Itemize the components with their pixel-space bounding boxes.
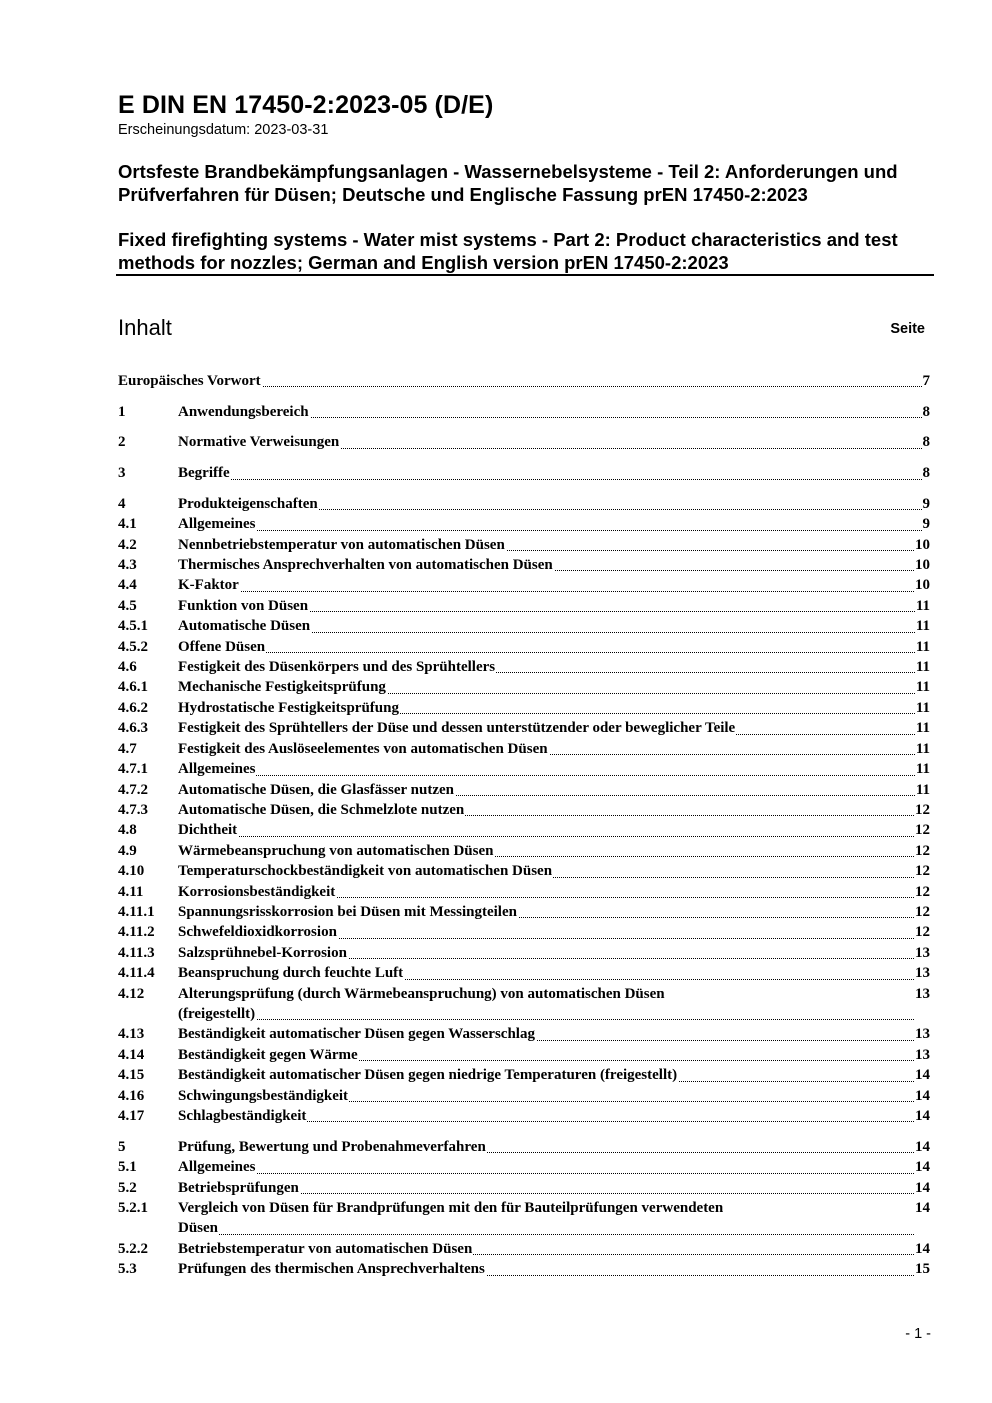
toc-entry-number: 4.8 (118, 822, 137, 839)
toc-entry-page: 12 (914, 820, 930, 840)
toc-entry-text (178, 1157, 914, 1177)
toc-entry-page: 13 (914, 963, 930, 983)
toc-entry-page: 11 (915, 698, 930, 718)
toc-entry-number: 4.6.3 (118, 720, 148, 737)
toc-entry-page: 11 (915, 637, 930, 657)
toc-entry-label-line1: Vergleich von Düsen für Brandprüfungen mit den für Bauteilprüfungen verwendeten (178, 1199, 724, 1216)
toc-entry-text (178, 1106, 914, 1126)
toc-heading: Inhalt (118, 315, 172, 340)
toc-entry[interactable] (118, 371, 930, 391)
toc-entry-page: 11 (915, 780, 930, 800)
toc-entry-number: 4.11.4 (118, 965, 155, 982)
toc-entry-label: Prüfungen des thermischen Ansprechverhaltens (178, 1261, 485, 1278)
toc-entry-label: Beständigkeit automatischer Düsen gegen niedrige Temperaturen (freigestellt) (178, 1067, 678, 1084)
toc-entry-number: 4.2 (118, 536, 137, 553)
toc-entry-label: Korrosionsbeständigkeit (178, 883, 336, 900)
toc-entry-label: Schwingungsbeständigkeit (178, 1087, 349, 1104)
toc-entry-label: Salzsprühnebel-Korrosion (178, 944, 347, 961)
toc-entry-page: 9 (922, 494, 931, 514)
toc-entry-label: K-Faktor (178, 577, 239, 594)
toc-entry-label: Normative Verweisungen (178, 434, 340, 451)
toc-page-column-label: Seite (890, 321, 925, 337)
toc-entry-page: 13 (914, 1045, 930, 1065)
toc-entry-number: 4.10 (118, 863, 145, 880)
toc-entry-number: 5.1 (118, 1159, 137, 1176)
toc-entry-page: 14 (914, 1137, 930, 1157)
toc-entry-label: Allgemeines (178, 1159, 256, 1176)
toc-entry[interactable] (118, 841, 930, 861)
toc-entry-label: Automatische Düsen (178, 618, 311, 635)
toc-entry-page: 14 (914, 1239, 930, 1259)
toc-entry-text (178, 902, 914, 922)
toc-entry-number: 4.5.2 (118, 638, 148, 655)
toc-entry-text (178, 1065, 914, 1085)
toc-dot-leader (178, 775, 915, 776)
toc-entry[interactable] (118, 1259, 930, 1279)
toc-entry-number: 4.15 (118, 1067, 145, 1084)
toc-entry-label: Funktion von Düsen (178, 597, 309, 614)
toc-entry-number: 4.3 (118, 557, 137, 574)
toc-entry[interactable] (118, 882, 930, 902)
toc-entry-number: 4.17 (118, 1108, 145, 1124)
toc-entry-label: Thermisches Ansprechverhalten von automatischen Düsen (178, 557, 553, 574)
toc-entry-number: 4.6 (118, 659, 137, 676)
toc-entry-page: 10 (914, 535, 930, 555)
toc-entry[interactable] (118, 739, 930, 759)
toc-entry-label: Hydrostatische Festigkeitsprüfung (178, 699, 399, 716)
toc-entry-text (178, 1259, 914, 1279)
title-german: Ortsfeste Brandbekämpfungsanlagen - Wassernebelsysteme - Teil 2: Anforderungen und Prüfverfahren für Düsen; Deutsche und Englische Fassung prEN 17450-2:2023 (118, 161, 898, 205)
toc-entry-page: 12 (914, 902, 930, 922)
toc-entry-number: 4.6.2 (118, 699, 148, 716)
toc-entry-text (178, 820, 914, 840)
toc-entry[interactable] (118, 637, 930, 657)
toc-dot-leader (178, 591, 914, 592)
toc-entry-number: 4.14 (118, 1046, 145, 1063)
toc-entry-page: 11 (915, 759, 930, 779)
toc-entry-number: 4.6.1 (118, 679, 148, 696)
toc-entry[interactable] (118, 596, 930, 616)
toc-entry-number: 5.2.1 (118, 1199, 148, 1216)
toc-entry-label: Europäisches Vorwort (118, 373, 261, 389)
toc-entry-page: 13 (914, 1024, 930, 1044)
toc-entry[interactable] (118, 402, 930, 422)
toc-entry-number: 4.5 (118, 597, 137, 614)
toc-entry-page: 10 (914, 575, 930, 595)
toc-entry[interactable] (118, 861, 930, 881)
title-divider (116, 274, 934, 276)
toc-entry[interactable] (118, 820, 930, 840)
toc-entry-label: Festigkeit des Sprühtellers der Düse und dessen unterstützender oder beweglicher Teile (178, 720, 736, 737)
title-english: Fixed firefighting systems - Water mist systems - Part 2: Product characteristics and test methods for nozzles; German and English version prEN 17450-2:2023 (118, 229, 898, 273)
toc-entry-page: 8 (922, 402, 931, 422)
toc-entry-number: 5.2 (118, 1179, 137, 1196)
toc-entry-label: Betriebstemperatur von automatischen Düsen (178, 1240, 473, 1257)
toc-entry-number: 4.9 (118, 842, 137, 859)
toc-entry-label: Festigkeit des Auslöseelementes von automatischen Düsen (178, 740, 548, 757)
toc-entry[interactable] (118, 1045, 930, 1065)
toc-entry-text (178, 596, 915, 616)
toc-entry-label: Anwendungsbereich (178, 403, 309, 420)
toc-entry-page: 10 (914, 555, 930, 575)
toc-entry-number: 5 (118, 1138, 126, 1155)
page-number: - 1 - (905, 1326, 931, 1342)
toc-entry-text (178, 698, 915, 718)
toc-entry-text (178, 494, 922, 514)
toc-entry-number: 2 (118, 434, 126, 451)
toc-entry-number: 4.11.2 (118, 924, 155, 941)
toc-entry-label: Begriffe (178, 465, 230, 482)
toc-entry-number: 4.5.1 (118, 618, 148, 635)
toc-entry-page: 14 (914, 1086, 930, 1106)
toc-entry-page: 11 (915, 677, 930, 697)
toc-dot-leader (178, 479, 922, 480)
toc-entry-text (178, 780, 915, 800)
toc-entry-number: 4.11 (118, 883, 144, 900)
toc-entry-text (178, 637, 915, 657)
toc-entry-page: 8 (922, 463, 931, 483)
toc-entry-page: 11 (915, 718, 930, 738)
toc-entry-text (178, 943, 914, 963)
toc-entry[interactable] (118, 963, 930, 983)
toc-entry-number: 4.7.2 (118, 781, 148, 798)
toc-entry-label: Nennbetriebstemperatur von automatischen Düsen (178, 536, 505, 553)
toc-entry[interactable] (118, 432, 930, 452)
toc-entry[interactable] (118, 575, 930, 595)
toc-entry[interactable] (118, 535, 930, 555)
toc-entry-label: Beanspruchung durch feuchte Luft (178, 965, 404, 982)
toc-entry-page: 13 (914, 984, 930, 1004)
toc-entry[interactable] (118, 1239, 930, 1259)
toc-entry-text (178, 575, 914, 595)
toc-entry-text (178, 1198, 914, 1239)
toc-entry[interactable] (118, 922, 930, 942)
toc-entry-page: 11 (915, 739, 930, 759)
toc-entry-text (178, 922, 914, 942)
toc-entry-page: 12 (914, 800, 930, 820)
toc-entry-label: Prüfung, Bewertung und Probenahmeverfahren (178, 1138, 486, 1155)
toc-entry-number: 4.11.3 (118, 944, 155, 961)
toc-dot-leader (178, 1234, 914, 1235)
toc-entry-page: 13 (914, 943, 930, 963)
toc-entry-label: Beständigkeit automatischer Düsen gegen Wasserschlag (178, 1026, 535, 1043)
toc-entry[interactable] (118, 780, 930, 800)
toc-entry-page: 11 (915, 596, 930, 616)
toc-entry-text (178, 718, 915, 738)
toc-entry-number: 1 (118, 403, 126, 420)
toc-entry-number: 4 (118, 495, 126, 512)
toc-entry-text (178, 1178, 914, 1198)
toc-entry-number: 4.12 (118, 985, 145, 1002)
toc-dot-leader (178, 530, 922, 531)
toc-entry-label: Wärmebeanspruchung von automatischen Düsen (178, 842, 494, 859)
toc-entry-number: 4.7.1 (118, 761, 148, 778)
toc-entry-text (178, 861, 914, 881)
toc-entry-text (178, 882, 914, 902)
toc-entry-number: 4.4 (118, 577, 137, 594)
toc-entry-page: 12 (914, 861, 930, 881)
toc-entry-page: 11 (915, 657, 930, 677)
toc-entry-text (178, 1137, 914, 1157)
toc-entry[interactable] (118, 902, 930, 922)
toc-entry[interactable] (118, 800, 930, 820)
toc-entry[interactable] (118, 1065, 930, 1085)
toc-entry-label: Düsen (178, 1220, 219, 1237)
toc-entry-text (178, 402, 922, 422)
toc-entry[interactable] (118, 1024, 930, 1044)
toc-entry-page: 14 (914, 1065, 930, 1085)
toc-entry-label: Produkteigenschaften (178, 495, 318, 512)
toc-entry[interactable] (118, 555, 930, 575)
toc-entry-text (178, 1024, 914, 1044)
toc-entry-number: 4.11.1 (118, 903, 155, 920)
toc-entry-page: 14 (914, 1157, 930, 1177)
toc-entry-text (178, 677, 915, 697)
toc-entry-text (178, 432, 922, 452)
toc-entry-label: Mechanische Festigkeitsprüfung (178, 679, 386, 696)
toc-entry-page: 14 (914, 1198, 930, 1218)
toc-entry-label: Automatische Düsen, die Schmelzlote nutzen (178, 801, 465, 818)
toc-entry-label: (freigestellt) (178, 1005, 256, 1022)
toc-entry-number: 5.2.2 (118, 1240, 148, 1257)
toc-entry-page: 12 (914, 841, 930, 861)
toc-entry-label: Schwefeldioxidkorrosion (178, 924, 337, 941)
toc-entry[interactable] (118, 1178, 930, 1198)
toc-entry-page: 12 (914, 922, 930, 942)
toc-entry-page: 9 (922, 514, 931, 534)
toc-entry[interactable] (118, 514, 930, 534)
toc-entry-label: Temperaturschockbeständigkeit von automatischen Düsen (178, 863, 553, 880)
toc-entry-text (178, 841, 914, 861)
toc-entry-page: 14 (914, 1178, 930, 1198)
toc-entry[interactable] (118, 494, 930, 514)
toc-dot-leader (178, 836, 914, 837)
toc-entry-page: 7 (922, 371, 931, 391)
toc-entry-label: Schlagbeständigkeit (178, 1108, 307, 1124)
toc-entry[interactable] (118, 984, 930, 1025)
toc-dot-leader (178, 1173, 914, 1174)
toc-entry[interactable] (118, 698, 930, 718)
toc-entry-page: 14 (914, 1106, 930, 1126)
toc-entry[interactable] (118, 1106, 930, 1126)
toc-entry-label-line1: Alterungsprüfung (durch Wärmebeanspruchung) von automatischen Düsen (178, 985, 665, 1002)
toc-entry-label: Festigkeit des Düsenkörpers und des Sprühtellers (178, 659, 496, 676)
toc-entry-number: 4.7 (118, 740, 137, 757)
toc-entry-text (178, 555, 914, 575)
toc-entry[interactable] (118, 1137, 930, 1157)
toc-entry-number: 4.16 (118, 1087, 145, 1104)
toc-entry[interactable] (118, 657, 930, 677)
toc-entry-text (178, 739, 915, 759)
toc-entry-text (178, 514, 922, 534)
toc-entry-label: Spannungsrisskorrosion bei Düsen mit Messingteilen (178, 903, 517, 920)
table-of-contents (118, 371, 930, 1280)
toc-entry-label: Dichtheit (178, 822, 238, 839)
toc-entry-label: Offene Düsen (178, 638, 266, 655)
toc-entry-label: Automatische Düsen, die Glasfässer nutzen (178, 781, 454, 798)
toc-entry-text (118, 371, 922, 391)
toc-entry-text (178, 1045, 914, 1065)
toc-entry-text (178, 759, 915, 779)
toc-entry-text (178, 800, 914, 820)
toc-entry-page: 15 (914, 1259, 930, 1279)
toc-entry-number: 4.1 (118, 516, 137, 533)
toc-entry-number: 3 (118, 465, 126, 482)
document-id: E DIN EN 17450-2:2023-05 (D/E) (118, 91, 494, 119)
toc-entry-label: Beständigkeit gegen Wärme (178, 1046, 358, 1063)
toc-entry-number: 4.13 (118, 1026, 145, 1043)
publication-date: Erscheinungsdatum: 2023-03-31 (118, 122, 329, 138)
toc-entry-label: Allgemeines (178, 516, 256, 533)
toc-entry-number: 4.7.3 (118, 801, 148, 818)
toc-entry-text (178, 616, 915, 636)
toc-entry-text (178, 963, 914, 983)
toc-entry[interactable] (118, 677, 930, 697)
toc-entry[interactable] (118, 759, 930, 779)
toc-entry[interactable] (118, 463, 930, 483)
toc-entry[interactable] (118, 718, 930, 738)
toc-entry[interactable] (118, 1086, 930, 1106)
toc-entry[interactable] (118, 1198, 930, 1239)
toc-entry-text (178, 657, 915, 677)
toc-entry-number: 5.3 (118, 1261, 137, 1278)
toc-entry-label: Allgemeines (178, 761, 256, 778)
toc-entry-label: Betriebsprüfungen (178, 1179, 299, 1196)
toc-entry-text (178, 463, 922, 483)
toc-dot-leader (178, 652, 915, 653)
toc-entry-text (178, 1086, 914, 1106)
toc-entry-text (178, 1239, 914, 1259)
toc-entry-page: 8 (922, 432, 931, 452)
toc-entry-text (178, 535, 914, 555)
toc-entry-page: 11 (915, 616, 930, 636)
toc-entry[interactable] (118, 616, 930, 636)
toc-entry[interactable] (118, 943, 930, 963)
toc-entry[interactable] (118, 1157, 930, 1177)
toc-dot-leader (178, 1019, 914, 1020)
toc-entry-page: 12 (914, 882, 930, 902)
toc-entry-text (178, 984, 914, 1025)
